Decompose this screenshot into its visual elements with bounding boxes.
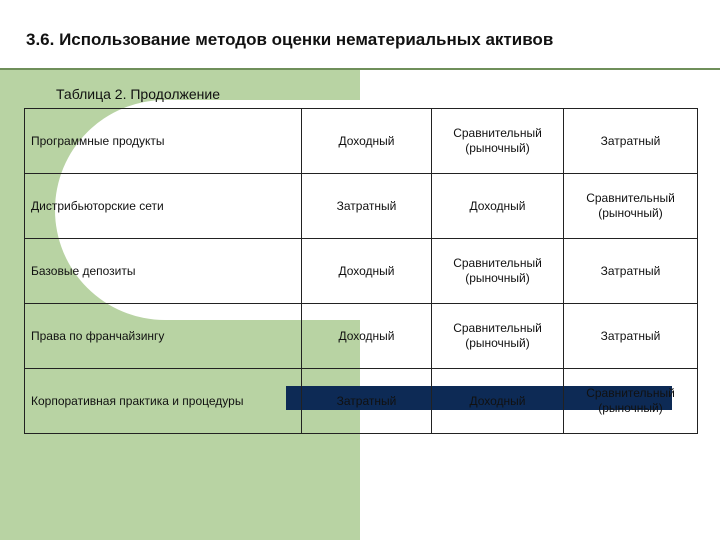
method-cell: Сравнительный (рыночный) <box>432 109 564 174</box>
table-row <box>25 369 698 434</box>
asset-cell: Дистрибьюторские сети <box>25 174 302 239</box>
asset-cell: Права по франчайзингу <box>25 304 302 369</box>
method-cell: Затратный <box>564 304 698 369</box>
method-cell: Сравнительный (рыночный) <box>432 304 564 369</box>
method-cell: Доходный <box>432 369 564 434</box>
title-divider <box>0 68 720 70</box>
table-row <box>25 304 698 369</box>
asset-cell: Программные продукты <box>25 109 302 174</box>
method-cell: Доходный <box>432 174 564 239</box>
method-cell: Затратный <box>302 174 432 239</box>
table-row <box>25 109 698 174</box>
method-cell: Доходный <box>302 304 432 369</box>
method-cell: Затратный <box>564 239 698 304</box>
method-cell: Затратный <box>564 109 698 174</box>
asset-cell: Базовые депозиты <box>25 239 302 304</box>
method-cell: Затратный <box>302 369 432 434</box>
method-cell: Доходный <box>302 239 432 304</box>
asset-cell: Корпоративная практика и процедуры <box>25 369 302 434</box>
method-cell: Сравнительный (рыночный) <box>564 174 698 239</box>
method-cell: Сравнительный (рыночный) <box>432 239 564 304</box>
table-row <box>25 239 698 304</box>
method-cell: Доходный <box>302 109 432 174</box>
table-row <box>25 174 698 239</box>
method-cell: Сравнительный (рыночный) <box>564 369 698 434</box>
valuation-methods-table <box>24 108 698 434</box>
slide-title: 3.6. Использование методов оценки нематериальных активов <box>26 30 554 49</box>
table-caption: Таблица 2. Продолжение <box>56 86 220 102</box>
